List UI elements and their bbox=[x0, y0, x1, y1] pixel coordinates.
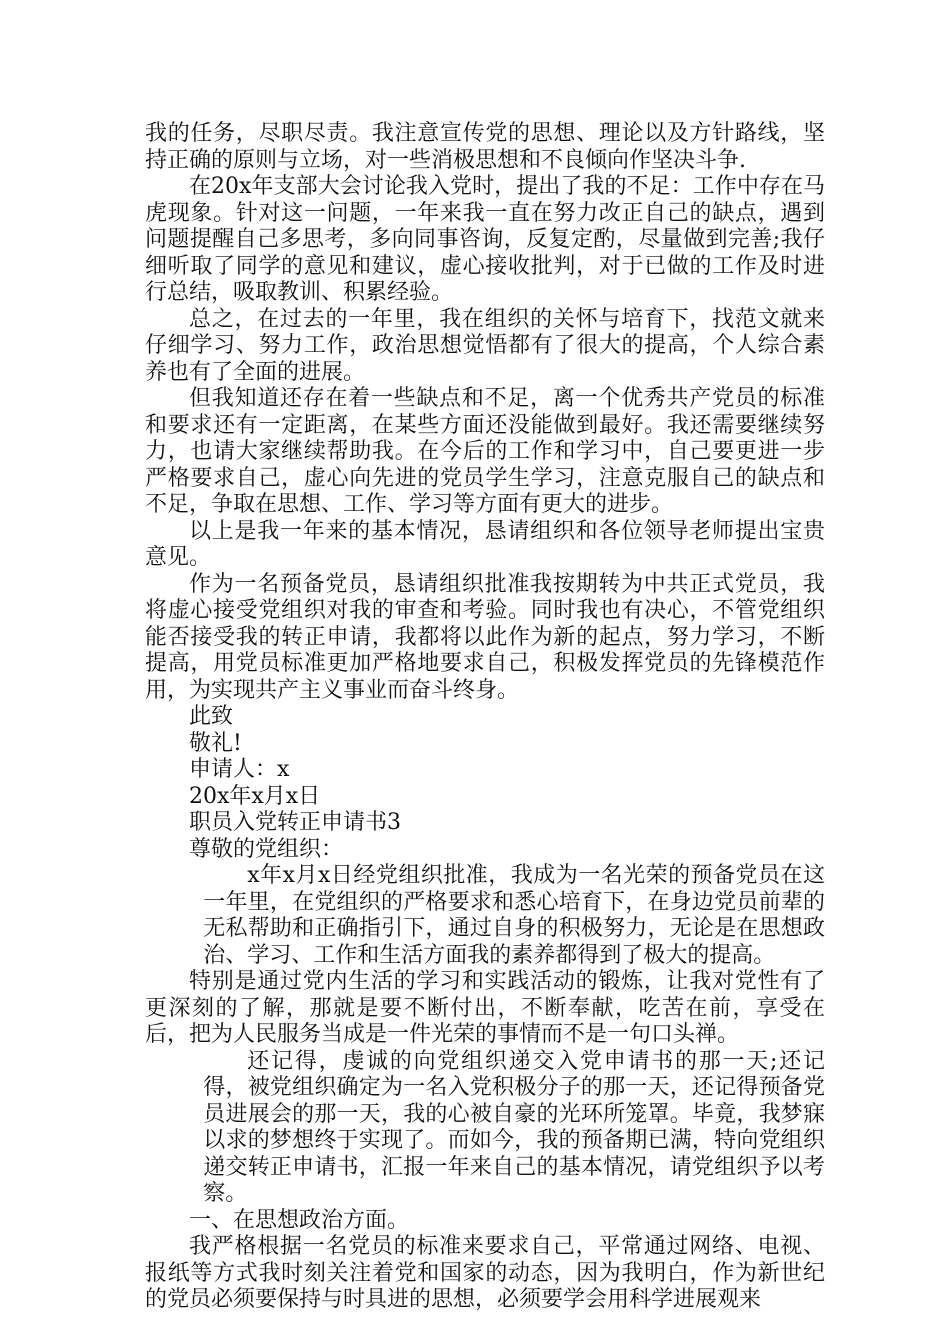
closing-salutation: 此致 bbox=[189, 704, 234, 729]
document-page bbox=[145, 121, 825, 1314]
date-line: 20x年x月x日 bbox=[189, 783, 321, 809]
paragraph-request-approval: 作为一名预备党员，恳请组织批准我按期转为中共正式党员，我将虚心接受党组织对我的审查和考验。同时我也有决心，不管党组织能否接受我的转正申请，我都将以此作为新的起点，努力学习，不断提高，用党员标准更加严格地要求自己，积极发挥党员的先锋模范作用，为实现共产主义事业而奋斗终身。 bbox=[145, 571, 825, 703]
paragraph-approval-date: x年x月x日经党组织批准，我成为一名光荣的预备党员在这一年里，在党组织的严格要求和悉心培育下，在身边党员前辈的无私帮助和正确指引下，通过自身的积极努力，无论是在思想政治、学习、工作和生活方面我的素养都得到了极大的提高。 bbox=[203, 863, 825, 968]
paragraph-political: 我严格根据一名党员的标准来要求自己，平常通过网络、电视、报纸等方式我时刻关注着党和国家的动态，因为我明白，作为新世纪的党员必须要保持与时具进的思想，必须要学会用科学进展观来 bbox=[145, 1234, 825, 1312]
paragraph-summary: 总之，在过去的一年里，我在组织的关怀与培育下，找范文就来仔细学习、努力工作，政治思想觉悟都有了很大的提高，个人综合素养也有了全面的进展。 bbox=[145, 306, 825, 385]
paragraph-shortcomings: 在20x年支部大会讨论我入党时，提出了我的不足：工作中存在马虎现象。针对这一问题，一年来我一直在努力改正自己的缺点，遇到问题提醒自己多思考，多向同事咨询，反复定酌，尽量做到完善;我仔细听取了同学的意见和建议，虚心接收批判，对于已做的工作及时进行总结，吸取教训、积累经验。 bbox=[145, 174, 825, 305]
greeting-line: 尊敬的党组织： bbox=[189, 836, 344, 862]
section-title: 职员入党转正申请书3 bbox=[189, 810, 401, 835]
paragraph-improvement: 但我知道还存在着一些缺点和不足，离一个优秀共产党员的标准和要求还有一定距离，在某些方面还没能做到最好。我还需要继续努力，也请大家继续帮助我。在今后的工作和学习中，自己要更进一步严格要求自己，虚心向先进的党员学生学习，注意克服自己的缺点和不足，争取在思想、工作、学习等方面有更大的进步。 bbox=[145, 386, 825, 517]
paragraph-request-opinions: 以上是我一年来的基本情况，恳请组织和各位领导老师提出宝贵意见。 bbox=[145, 518, 825, 570]
closing-respect: 敬礼! bbox=[189, 730, 242, 756]
paragraph-party-life: 特别是通过党内生活的学习和实践活动的锻炼，让我对党性有了更深刻的了解，那就是要不断付出，不断奉献，吃苦在前，享受在后，把为人民服务当成是一件光荣的事情而不是一句口头禅。 bbox=[145, 969, 825, 1047]
section-heading-political: 一、在思想政治方面。 bbox=[189, 1207, 410, 1233]
applicant-line: 申请人：x bbox=[189, 757, 290, 782]
paragraph-remember: 还记得，虔诚的向党组织递交入党申请书的那一天;还记得，被党组织确定为一名入党积极分子的那一天，还记得预备党员进展会的那一天，我的心被自豪的光环所笼罩。毕竟，我梦寐以求的梦想终于实现了。而如今，我的预备期已满，特向党组织递交转正申请书，汇报一年来自己的基本情况，请党组织予以考察。 bbox=[203, 1048, 825, 1206]
paragraph-duty: 我的任务，尽职尽责。我注意宣传党的思想、理论以及方针路线，坚持正确的原则与立场，对一些消极思想和不良倾向作坚决斗争. bbox=[145, 121, 825, 173]
